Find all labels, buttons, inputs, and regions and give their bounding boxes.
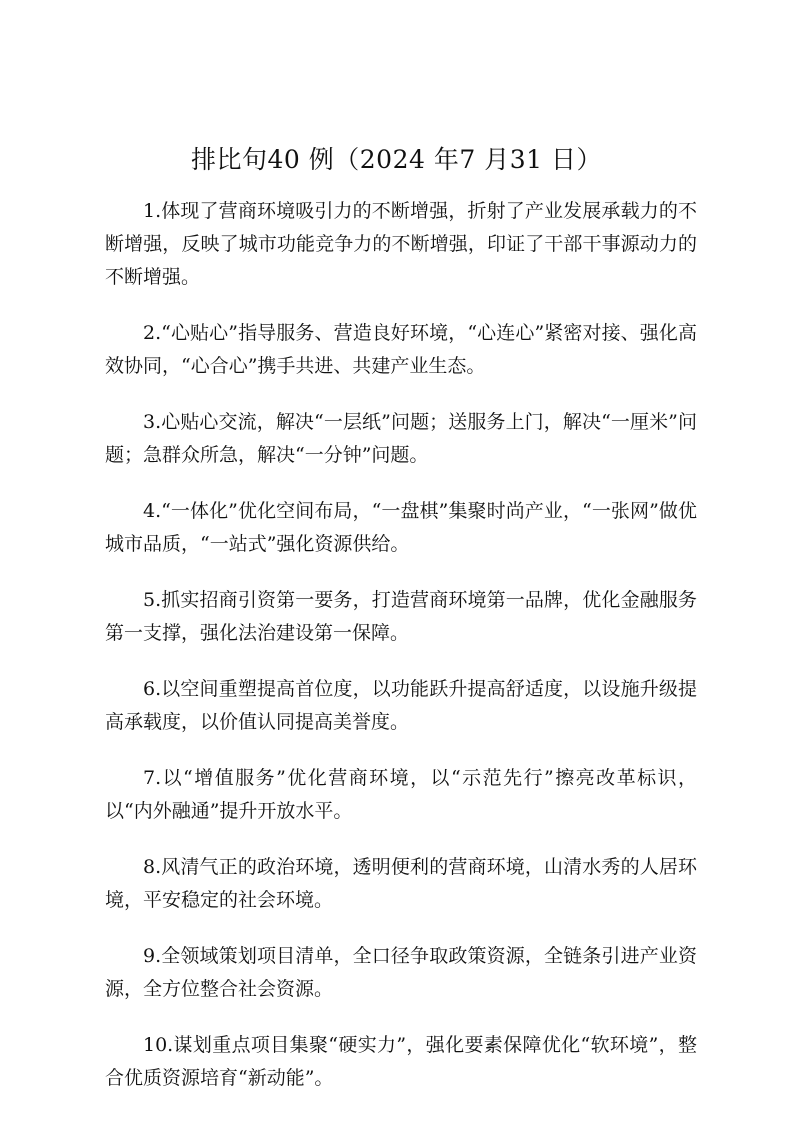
list-item: 4.“一体化”优化空间布局，“一盘棋”集聚时尚产业，“一张网”做优城市品质，“一站式”强化资源供给。 bbox=[105, 500, 697, 555]
list-item: 7.以“增值服务”优化营商环境，以“示范先行”擦亮改革标识，以“内外融通”提升开放水平。 bbox=[105, 767, 697, 822]
list-item: 3.心贴心交流，解决“一层纸”问题；送服务上门，解决“一厘米”问题；急群众所急，解决“一分钟”问题。 bbox=[105, 411, 697, 466]
list-item: 6.以空间重塑提高首位度，以功能跃升提高舒适度，以设施升级提高承载度，以价值认同提高美誉度。 bbox=[105, 678, 697, 733]
list-item: 10.谋划重点项目集聚“硬实力”，强化要素保障优化“软环境”，整合优质资源培育“新动能”。 bbox=[105, 1034, 697, 1089]
document-title: 排比句40 例（2024 年7 月31 日） bbox=[191, 145, 602, 174]
list-item: 5.抓实招商引资第一要务，打造营商环境第一品牌，优化金融服务第一支撑，强化法治建设第一保障。 bbox=[105, 589, 697, 644]
sentence-list bbox=[105, 195, 697, 1118]
list-item: 8.风清气正的政治环境，透明便利的营商环境，山清水秀的人居环境，平安稳定的社会环境。 bbox=[105, 856, 697, 911]
list-item: 1.体现了营商环境吸引力的不断增强，折射了产业发展承载力的不断增强，反映了城市功能竞争力的不断增强，印证了干部干事源动力的不断增强。 bbox=[105, 200, 697, 288]
list-item: 9.全领域策划项目清单，全口径争取政策资源，全链条引进产业资源，全方位整合社会资源。 bbox=[105, 945, 697, 1000]
list-item: 2.“心贴心”指导服务、营造良好环境，“心连心”紧密对接、强化高效协同，“心合心”携手共进、共建产业生态。 bbox=[105, 322, 697, 377]
